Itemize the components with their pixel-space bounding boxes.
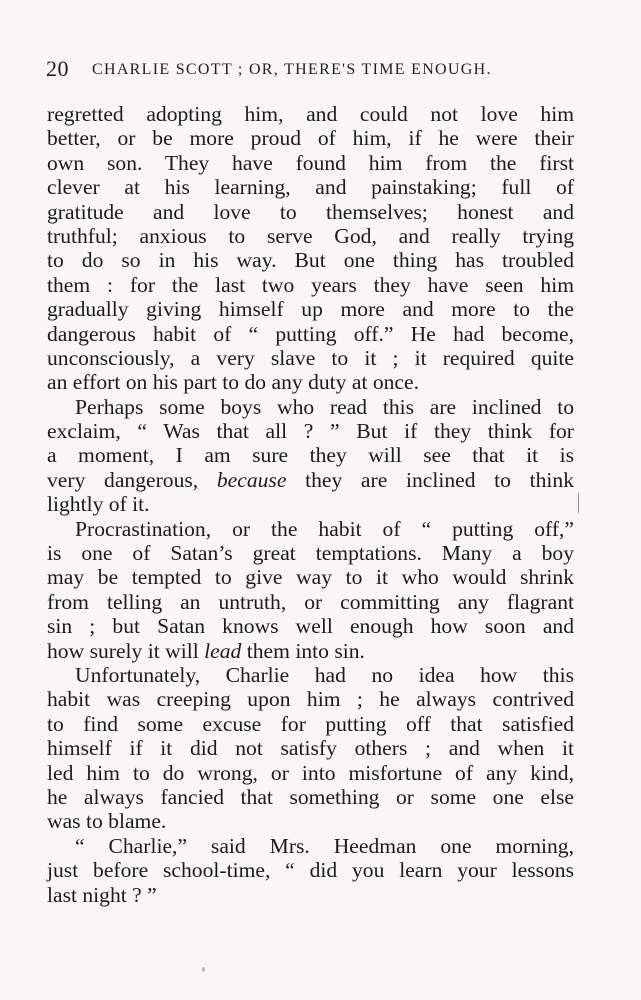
paragraph-first-line: Unfortunately, Charlie had no idea how this — [75, 662, 574, 687]
page-header — [46, 56, 566, 84]
text-line: may be tempted to give way to it who would shrink — [47, 565, 574, 590]
text-line: truthful; anxious to serve God, and really trying — [47, 223, 574, 248]
text-line: to find some excuse for putting off that satisfied — [47, 711, 574, 736]
text-line: regretted adopting him, and could not love him — [47, 102, 574, 126]
text-line: from telling an untruth, or committing any flagrant — [47, 589, 574, 614]
text-line: them : for the last two years they have seen him — [47, 272, 574, 297]
paragraph-first-line: Procrastination, or the habit of “ putting off,” — [75, 516, 574, 541]
text-line: unconsciously, a very slave to it ; it required quite — [47, 345, 574, 370]
italic-word: because — [216, 467, 287, 492]
margin-mark — [578, 493, 579, 513]
paragraph-last-line-with-emphasis — [47, 639, 574, 663]
text-fragment: them into sin. — [246, 638, 365, 663]
text-line: a moment, I am sure they will see that it is — [47, 443, 574, 468]
text-line: sin ; but Satan knows well enough how soon and — [47, 614, 574, 639]
text-line: gradually giving himself up more and more to the — [47, 297, 574, 322]
paragraph-last-line: lightly of it. — [47, 492, 150, 517]
text-line: better, or be more proud of him, if he were their — [47, 126, 574, 151]
text-line: is one of Satan’s great temptations. Many a boy — [47, 541, 574, 566]
text-line: habit was creeping upon him ; he always contrived — [47, 687, 574, 712]
body-text — [47, 102, 574, 907]
text-line: just before school-time, “ did you learn your lessons — [47, 858, 574, 883]
text-fragment: how surely it will — [47, 638, 199, 663]
page-number: 20 — [46, 56, 69, 81]
paragraph-last-line: was to blame. — [47, 809, 167, 834]
italic-word: lead — [204, 638, 242, 663]
text-line: clever at his learning, and painstaking; full of — [47, 175, 574, 200]
text-line: to do so in his way. But one thing has troubled — [47, 248, 574, 273]
paragraph-first-line: Perhaps some boys who read this are inclined to — [75, 394, 574, 419]
running-title: CHARLIE SCOTT ; OR, THERE'S TIME ENOUGH. — [92, 61, 492, 78]
text-line: exclaim, “ Was that all ? ” But if they think for — [47, 419, 574, 444]
paragraph-last-line: last night ? ” — [47, 882, 157, 907]
paragraph-last-line: an effort on his part to do any duty at once. — [47, 370, 419, 395]
text-line: led him to do wrong, or into misfortune of any kind, — [47, 760, 574, 785]
text-line-with-emphasis — [47, 468, 574, 492]
text-line: he always fancied that something or some one else — [47, 784, 574, 809]
text-line: dangerous habit of “ putting off.” He had become, — [47, 321, 574, 346]
text-fragment: they are inclined to think — [305, 467, 575, 492]
text-fragment: very dangerous, — [47, 467, 199, 492]
paper-speck — [202, 967, 205, 972]
text-line: gratitude and love to themselves; honest and — [47, 199, 574, 224]
text-line: himself if it did not satisfy others ; and when it — [47, 736, 574, 761]
text-line: own son. They have found him from the first — [47, 150, 574, 175]
paragraph-first-line: “ Charlie,” said Mrs. Heedman one morning, — [75, 833, 574, 858]
